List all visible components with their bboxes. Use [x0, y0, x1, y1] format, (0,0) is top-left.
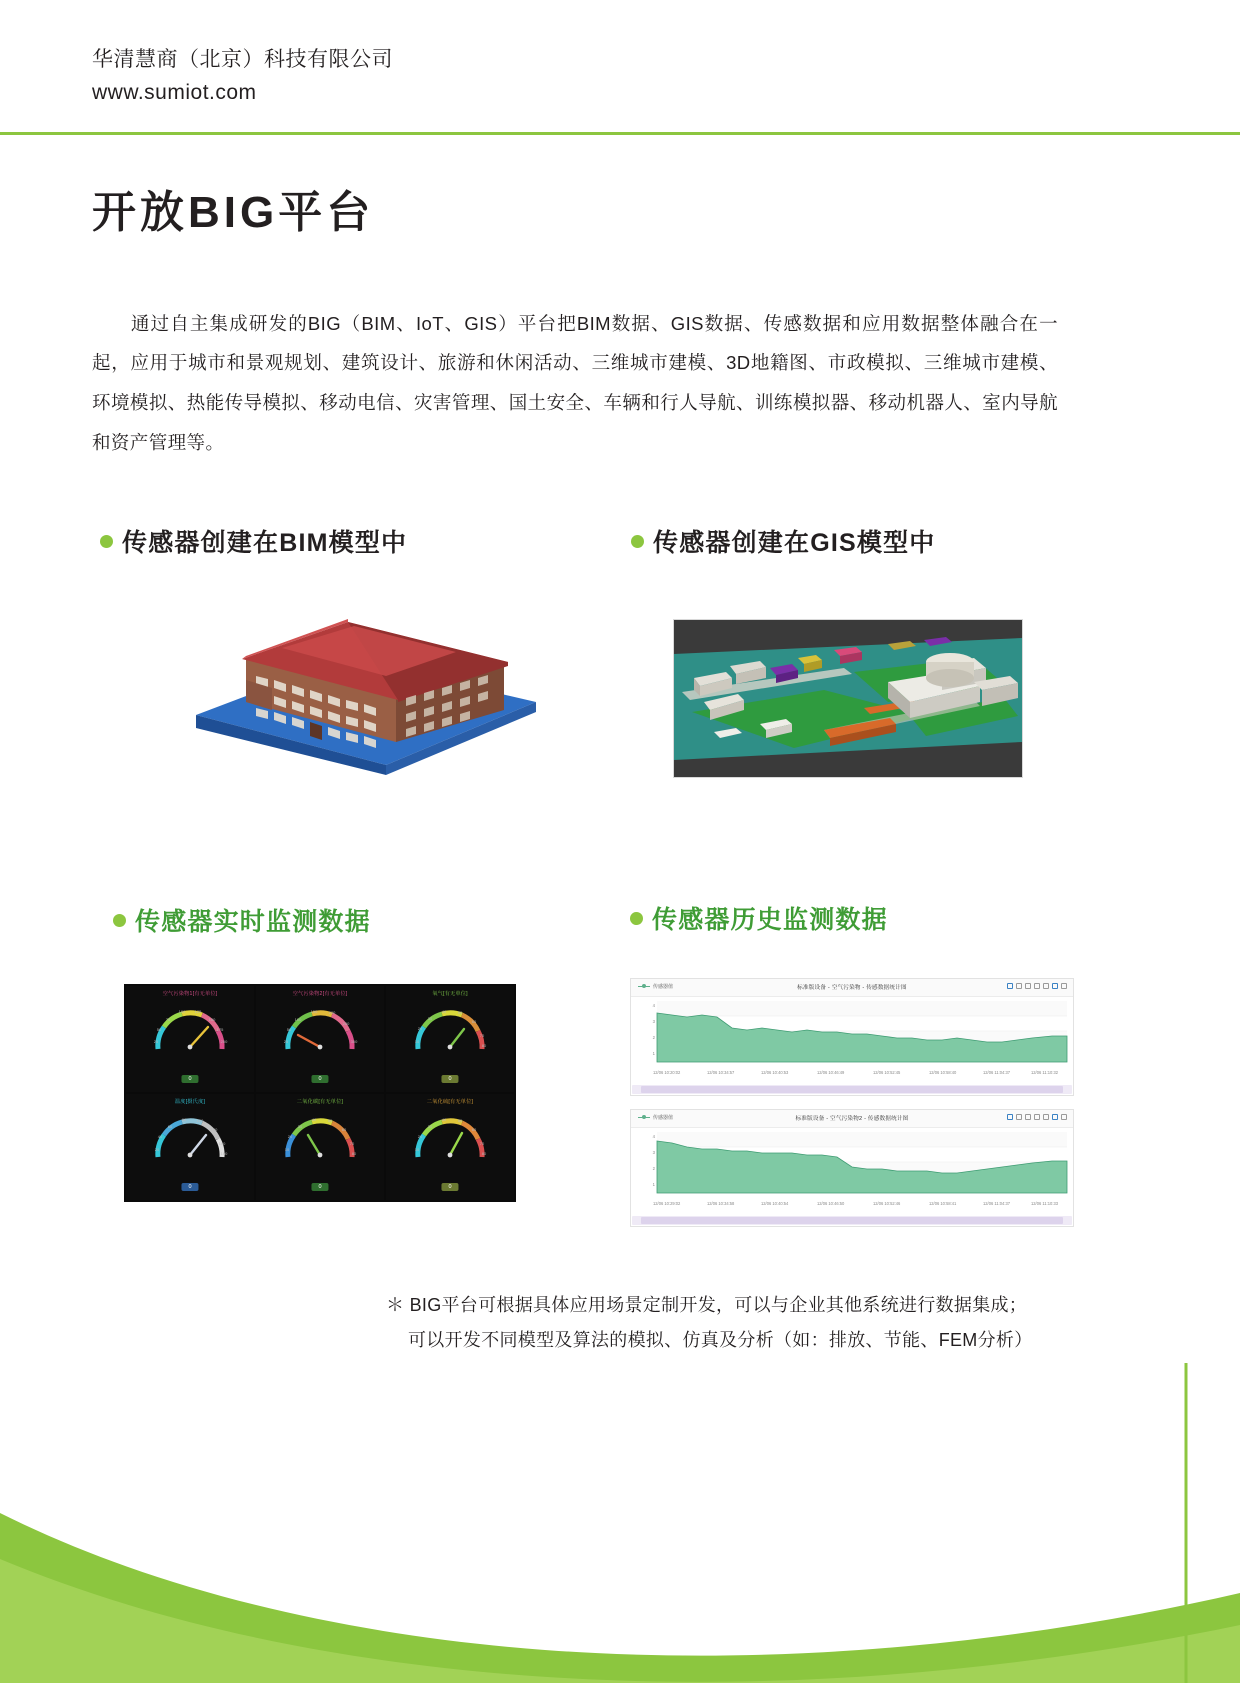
section-heading-history [630, 900, 888, 936]
reset-icon[interactable] [1043, 1114, 1049, 1120]
chart-x-axis [631, 1200, 1073, 1212]
bullet-icon [100, 535, 113, 548]
svg-text:60: 60 [471, 1127, 477, 1132]
section-label-history: 传感器历史监测数据 [652, 906, 888, 934]
x-tick: 12/06 10:58:41 [929, 1201, 957, 1206]
gauge-value: 0 [181, 1183, 198, 1191]
bullet-icon [630, 912, 643, 925]
y-tick: 1 [652, 1182, 655, 1187]
x-tick: 12/06 10:40:54 [761, 1201, 789, 1206]
chart-toolbar [631, 1110, 1073, 1128]
svg-text:20: 20 [154, 1147, 160, 1152]
header-divider [0, 132, 1240, 135]
chart-range-scrollbar[interactable] [632, 1216, 1072, 1225]
svg-text:80: 80 [351, 1151, 357, 1156]
y-tick: 4 [652, 1003, 655, 1008]
gauge-cell[interactable] [386, 986, 514, 1092]
x-tick: 12/06 10:52:45 [873, 1070, 901, 1075]
svg-text:100: 100 [178, 1009, 186, 1014]
svg-text:100: 100 [294, 1017, 302, 1022]
realtime-gauges-panel [124, 984, 516, 1202]
footnote [386, 1288, 1086, 1358]
gauge-dial [144, 997, 236, 1059]
chart-title: 标准版设备 - 空气污染物2 - 传感数据统计图 [795, 1116, 909, 1122]
edit-icon[interactable] [1007, 1114, 1013, 1120]
section-label-realtime: 传感器实时监测数据 [135, 908, 371, 936]
x-tick: 12/06 11:10:32 [1031, 1070, 1059, 1075]
scrollbar-thumb[interactable] [641, 1086, 1063, 1093]
history-charts-panel [630, 978, 1074, 1228]
svg-text:50: 50 [457, 1010, 463, 1015]
svg-text:60: 60 [341, 1127, 347, 1132]
gauge-title: 空气污染物1[有无单位] [162, 991, 218, 997]
svg-text:20: 20 [417, 1026, 423, 1031]
gauge-title: 二氧化碳[有无单位] [296, 1099, 344, 1105]
gauge-title: 二氧化硫[有无单位] [426, 1099, 474, 1105]
chart-tools[interactable] [1007, 983, 1067, 989]
chart-plot-area [631, 1128, 1073, 1200]
gauge-cell[interactable] [126, 1094, 254, 1200]
svg-text:175: 175 [216, 1027, 224, 1032]
x-tick: 12/06 10:40:53 [761, 1070, 789, 1075]
gauge-value: 0 [441, 1075, 458, 1083]
download-icon[interactable] [1061, 1114, 1067, 1120]
svg-text:125: 125 [194, 1009, 202, 1014]
svg-text:30: 30 [297, 1124, 303, 1129]
svg-text:120: 120 [210, 1127, 218, 1132]
section-heading-realtime [113, 902, 371, 938]
gauge-cell[interactable] [256, 1094, 384, 1200]
bullet-icon [113, 914, 126, 927]
zoom-icon[interactable] [1016, 1114, 1022, 1120]
page-header [0, 0, 1240, 134]
svg-text:25: 25 [153, 1039, 159, 1044]
svg-text:50: 50 [457, 1118, 463, 1123]
x-tick: 12/06 11:10:33 [1031, 1201, 1059, 1206]
company-website: www.sumiot.com [92, 80, 257, 104]
chart-area-series [631, 997, 1074, 1069]
gauge-title: 温度[摄氏度] [174, 1099, 206, 1105]
section-heading-bim [100, 523, 407, 559]
gauge-value: 0 [311, 1075, 328, 1083]
chart-range-scrollbar[interactable] [632, 1085, 1072, 1094]
svg-text:20: 20 [287, 1134, 293, 1139]
svg-text:200: 200 [220, 1039, 228, 1044]
gauge-value: 0 [311, 1183, 328, 1191]
footer-decoration [0, 1363, 1240, 1683]
gauge-dial [404, 997, 496, 1059]
svg-text:75: 75 [165, 1017, 171, 1022]
x-tick: 12/06 10:46:49 [817, 1070, 845, 1075]
pan-icon[interactable] [1025, 983, 1031, 989]
chart-y-axis [645, 1131, 655, 1196]
y-tick: 3 [652, 1019, 655, 1024]
svg-text:200: 200 [328, 1010, 336, 1015]
svg-text:50: 50 [286, 1027, 292, 1032]
intro-paragraph: 通过自主集成研发的BIG（BIM、IoT、GIS）平台把BIM数据、GIS数据、传感数据和应用数据整体融合在一起，应用于城市和景观规划、建筑设计、旅游和休闲活动、三维城市建模、3D地籍图、市政模拟、三维城市建模、环境模拟、热能传导模拟、移动电信、灾害管理、国土安全、车辆和行人导航、训练模拟器、移动机器人、室内导航和资产管理等。 [92, 312, 1058, 453]
svg-text:70: 70 [479, 1141, 485, 1146]
chart-tools[interactable] [1007, 1114, 1067, 1120]
bullet-icon [631, 535, 644, 548]
svg-text:150: 150 [208, 1017, 216, 1022]
y-tick: 2 [652, 1166, 655, 1171]
section-label-gis: 传感器创建在GIS模型中 [653, 529, 936, 557]
svg-text:50: 50 [156, 1027, 162, 1032]
svg-text:250: 250 [342, 1021, 350, 1026]
x-tick: 12/06 10:20:02 [653, 1070, 681, 1075]
chart-toolbar [631, 979, 1073, 997]
y-tick: 3 [652, 1150, 655, 1155]
svg-text:300: 300 [350, 1039, 358, 1044]
footnote-line-2: 可以开发不同模型及算法的模拟、仿真及分析（如：排放、节能、FEM分析） [408, 1330, 1033, 1351]
y-tick: 4 [652, 1134, 655, 1139]
svg-text:160: 160 [220, 1151, 228, 1156]
svg-text:30: 30 [427, 1124, 433, 1129]
svg-text:40: 40 [441, 1117, 447, 1122]
company-name: 华清慧商（北京）科技有限公司 [92, 48, 393, 71]
chart-x-axis [631, 1069, 1073, 1081]
edit-icon[interactable] [1007, 983, 1013, 989]
gauge-dial [274, 1105, 366, 1167]
gauge-value: 0 [441, 1183, 458, 1191]
svg-text:40: 40 [441, 1009, 447, 1014]
select-icon[interactable] [1034, 983, 1040, 989]
svg-text:25: 25 [283, 1039, 289, 1044]
section-heading-gis [631, 523, 935, 559]
svg-text:100: 100 [196, 1118, 204, 1123]
svg-text:70: 70 [349, 1141, 355, 1146]
zoom-icon[interactable] [1016, 983, 1022, 989]
gauge-cell[interactable] [256, 986, 384, 1092]
x-tick: 12/06 10:58:40 [929, 1070, 957, 1075]
chart-title: 标准版设备 - 空气污染物 - 传感数据统计图 [797, 985, 907, 991]
scrollbar-thumb[interactable] [641, 1217, 1063, 1224]
svg-text:40: 40 [311, 1117, 317, 1122]
reset-icon[interactable] [1043, 983, 1049, 989]
x-tick: 12/06 10:52:46 [873, 1201, 901, 1206]
gis-scene [674, 620, 1022, 777]
gauge-dial [274, 997, 366, 1059]
x-tick: 12/06 10:34:57 [707, 1070, 735, 1075]
bim-model-illustration [96, 590, 536, 775]
download-icon[interactable] [1061, 983, 1067, 989]
chart-y-axis [645, 1000, 655, 1065]
page-title: 开放BIG平台 [92, 188, 375, 237]
svg-text:10: 10 [284, 1147, 290, 1152]
gauge-title: 氧气[有无单位] [432, 991, 468, 997]
x-tick: 12/06 11:04:37 [983, 1201, 1011, 1206]
gauge-value: 0 [181, 1075, 198, 1083]
gis-model-image [674, 620, 1022, 777]
refresh-icon[interactable] [1052, 1114, 1058, 1120]
chart-plot-area [631, 997, 1073, 1069]
svg-text:60: 60 [167, 1124, 173, 1129]
svg-text:10: 10 [414, 1147, 420, 1152]
select-icon[interactable] [1034, 1114, 1040, 1120]
refresh-icon[interactable] [1052, 983, 1058, 989]
gauge-dial [404, 1105, 496, 1167]
svg-text:140: 140 [218, 1141, 226, 1146]
svg-text:80: 80 [481, 1151, 487, 1156]
gauge-cell[interactable] [126, 986, 254, 1092]
header-text-block [92, 44, 393, 109]
svg-text:30: 30 [427, 1016, 433, 1021]
svg-text:70: 70 [479, 1033, 485, 1038]
y-tick: 1 [652, 1051, 655, 1056]
history-chart-card [630, 1109, 1074, 1227]
gauge-cell[interactable] [386, 1094, 514, 1200]
svg-text:60: 60 [471, 1019, 477, 1024]
footnote-line-1: ＊ BIG平台可根据具体应用场景定制开发，可以与企业其他系统进行数据集成； [386, 1295, 1028, 1315]
section-label-bim: 传感器创建在BIM模型中 [122, 529, 408, 557]
pan-icon[interactable] [1025, 1114, 1031, 1120]
history-chart-card [630, 978, 1074, 1096]
gauge-dial [144, 1105, 236, 1167]
x-tick: 12/06 11:04:37 [983, 1070, 1011, 1075]
x-tick: 12/06 10:34:58 [707, 1201, 735, 1206]
svg-text:50: 50 [327, 1118, 333, 1123]
legend-label: 传感器值 [653, 1115, 674, 1121]
svg-text:40: 40 [157, 1134, 163, 1139]
svg-text:20: 20 [417, 1134, 423, 1139]
y-tick: 2 [652, 1035, 655, 1040]
gauge-title: 空气污染物2[有无单位] [292, 991, 348, 997]
x-tick: 12/06 10:29:02 [653, 1201, 681, 1206]
legend-label: 传感器值 [653, 984, 674, 990]
svg-text:10: 10 [414, 1039, 420, 1044]
svg-text:150: 150 [310, 1009, 318, 1014]
x-tick: 12/06 10:46:50 [817, 1201, 845, 1206]
svg-text:80: 80 [481, 1043, 487, 1048]
svg-text:80: 80 [181, 1117, 187, 1122]
chart-area-series [631, 1128, 1074, 1200]
